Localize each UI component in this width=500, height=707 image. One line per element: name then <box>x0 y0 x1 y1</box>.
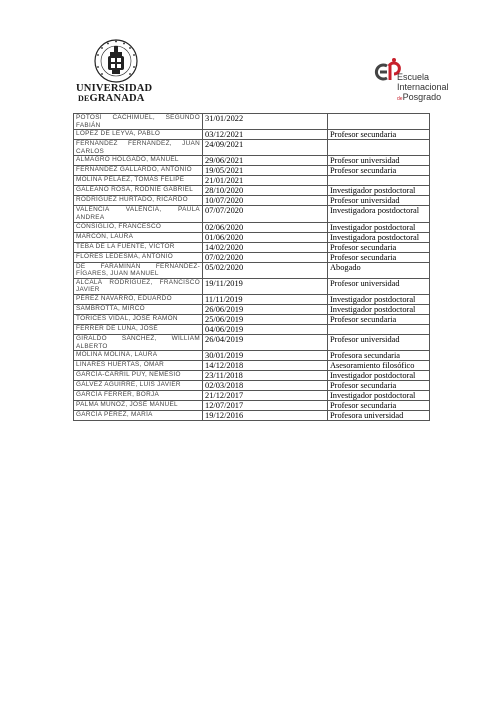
role-cell <box>328 140 430 156</box>
date-cell: 01/06/2020 <box>203 232 328 242</box>
name-cell: FERNÁNDEZ FERNÁNDEZ, JUAN CARLOS <box>74 140 203 156</box>
name-cell: RODRÍGUEZ HURTADO, RICARDO <box>74 196 203 206</box>
university-seal-icon <box>93 38 139 84</box>
table-row <box>74 140 430 156</box>
name-cell: PALMA MUÑOZ, JOSÉ MANUEL <box>74 401 203 411</box>
university-name-line1: UNIVERSIDAD <box>76 83 153 94</box>
date-cell: 29/06/2021 <box>203 156 328 166</box>
name-cell: MARCÓN, LAURA <box>74 232 203 242</box>
name-cell: TEBA DE LA FUENTE, VÍCTOR <box>74 242 203 252</box>
school-wordmark <box>397 72 449 104</box>
date-cell: 19/05/2021 <box>203 166 328 176</box>
role-cell: Profesora secundaria <box>328 351 430 361</box>
table-row <box>74 361 430 371</box>
date-cell: 02/03/2018 <box>203 381 328 391</box>
name-cell: FERNÁNDEZ GALLARDO, ANTONIO <box>74 166 203 176</box>
role-cell: Investigador postdoctoral <box>328 294 430 304</box>
university-name-line2 <box>78 94 156 104</box>
date-cell: 19/12/2016 <box>203 411 328 421</box>
table-row <box>74 304 430 314</box>
name-cell: GARCÍA FERRER, BORJA <box>74 391 203 401</box>
table-row <box>74 351 430 361</box>
role-cell: Investigadora postdoctoral <box>328 232 430 242</box>
role-cell: Profesor secundaria <box>328 381 430 391</box>
table-row <box>74 314 430 324</box>
date-cell: 19/11/2019 <box>203 278 328 294</box>
table-row <box>74 391 430 401</box>
table-row <box>74 166 430 176</box>
role-cell <box>328 176 430 186</box>
graduates-table <box>73 113 430 421</box>
role-cell: Investigadora postdoctoral <box>328 206 430 222</box>
table-row <box>74 324 430 334</box>
date-cell: 02/06/2020 <box>203 222 328 232</box>
name-cell: GALEANO ROSA, RODNIE GABRIEL <box>74 186 203 196</box>
role-cell: Abogado <box>328 262 430 278</box>
role-cell <box>328 324 430 334</box>
table-row <box>74 371 430 381</box>
role-cell: Profesor universidad <box>328 156 430 166</box>
role-cell: Profesor secundaria <box>328 166 430 176</box>
table-row <box>74 252 430 262</box>
table-row <box>74 156 430 166</box>
table-row <box>74 186 430 196</box>
name-cell: GARCÍA PÉREZ, MARÍA <box>74 411 203 421</box>
name-cell: GIRALDO SÁNCHEZ, WILLIAM ALBERTO <box>74 334 203 350</box>
name-cell: GARCÍA-CARRIL PUY, NEMESIO <box>74 371 203 381</box>
role-cell: Profesor universidad <box>328 334 430 350</box>
name-cell: FERRER DE LUNA, JOSÉ <box>74 324 203 334</box>
date-cell: 26/06/2019 <box>203 304 328 314</box>
role-cell: Investigador postdoctoral <box>328 222 430 232</box>
university-logo <box>76 38 156 104</box>
date-cell: 25/06/2019 <box>203 314 328 324</box>
graduates-table-body <box>74 114 430 421</box>
name-cell: DE FARAMIÑÁN FERNÁNDEZ-FÍGARES, JUAN MANUEL <box>74 262 203 278</box>
table-row <box>74 206 430 222</box>
date-cell: 12/07/2017 <box>203 401 328 411</box>
university-name-prefix: DE <box>78 94 90 103</box>
name-cell: ALMAGRO HOLGADO, MANUEL <box>74 156 203 166</box>
date-cell: 26/04/2019 <box>203 334 328 350</box>
table-row <box>74 176 430 186</box>
table-row <box>74 196 430 206</box>
name-cell: PÉREZ NAVARRO, EDUARDO <box>74 294 203 304</box>
name-cell: ALCALÁ RODRÍGUEZ, FRANCISCO JAVIER <box>74 278 203 294</box>
role-cell: Profesor universidad <box>328 196 430 206</box>
school-name-line3 <box>397 92 449 104</box>
date-cell: 31/01/2022 <box>203 114 328 130</box>
role-cell: Profesor secundaria <box>328 401 430 411</box>
table-row <box>74 401 430 411</box>
role-cell <box>328 114 430 130</box>
school-name-main: Posgrado <box>402 92 442 102</box>
table-row <box>74 130 430 140</box>
date-cell: 14/12/2018 <box>203 361 328 371</box>
table-row <box>74 278 430 294</box>
role-cell: Profesor secundaria <box>328 130 430 140</box>
date-cell: 07/02/2020 <box>203 252 328 262</box>
table-row <box>74 242 430 252</box>
role-cell: Investigador postdoctoral <box>328 304 430 314</box>
date-cell: 21/01/2021 <box>203 176 328 186</box>
name-cell: SAMBROTTA, MIRCO <box>74 304 203 314</box>
table-row <box>74 381 430 391</box>
role-cell: Profesor universidad <box>328 278 430 294</box>
date-cell: 04/06/2019 <box>203 324 328 334</box>
table-row <box>74 114 430 130</box>
school-name-line1: Escuela <box>397 72 430 82</box>
name-cell: LÓPEZ DE LEYVA, PABLO <box>74 130 203 140</box>
table-row <box>74 232 430 242</box>
name-cell: CONSIGLIO, FRANCESCO <box>74 222 203 232</box>
date-cell: 24/09/2021 <box>203 140 328 156</box>
date-cell: 21/12/2017 <box>203 391 328 401</box>
date-cell: 28/10/2020 <box>203 186 328 196</box>
role-cell: Profesor secundaria <box>328 252 430 262</box>
school-name-prefix: de <box>397 96 403 102</box>
date-cell: 30/01/2019 <box>203 351 328 361</box>
name-cell: LINARES HUERTAS, OMAR <box>74 361 203 371</box>
role-cell: Investigador postdoctoral <box>328 186 430 196</box>
university-name-main: GRANADA <box>89 93 145 104</box>
school-name-line2: Internacional <box>397 82 449 92</box>
table-row <box>74 334 430 350</box>
date-cell: 07/07/2020 <box>203 206 328 222</box>
date-cell: 11/11/2019 <box>203 294 328 304</box>
role-cell: Profesor secundaria <box>328 314 430 324</box>
university-wordmark <box>76 84 156 104</box>
role-cell: Profesora universidad <box>328 411 430 421</box>
role-cell: Investigador postdoctoral <box>328 371 430 381</box>
name-cell: VALENCIA VALENCIA, PAULA ANDREA <box>74 206 203 222</box>
date-cell: 05/02/2020 <box>203 262 328 278</box>
name-cell: TORICES VIDAL, JOSÉ RAMÓN <box>74 314 203 324</box>
name-cell: MOLINA MOLINA, LAURA <box>74 351 203 361</box>
name-cell: GÁLVEZ AGUIRRE, LUIS JAVIER <box>74 381 203 391</box>
date-cell: 14/02/2020 <box>203 242 328 252</box>
date-cell: 23/11/2018 <box>203 371 328 381</box>
role-cell: Asesoramiento filosófico <box>328 361 430 371</box>
role-cell: Investigador postdoctoral <box>328 391 430 401</box>
date-cell: 10/07/2020 <box>203 196 328 206</box>
name-cell: MOLINA PELÁEZ, TOMÁS FELIPE <box>74 176 203 186</box>
name-cell: POTOSÍ CACHIMUEL, SEGUNDO FABIÁN <box>74 114 203 130</box>
table-row <box>74 262 430 278</box>
table-row <box>74 294 430 304</box>
name-cell: FLORES LEDESMA, ANTONIO <box>74 252 203 262</box>
table-row <box>74 222 430 232</box>
date-cell: 03/12/2021 <box>203 130 328 140</box>
table-row <box>74 411 430 421</box>
role-cell: Profesor secundaria <box>328 242 430 252</box>
